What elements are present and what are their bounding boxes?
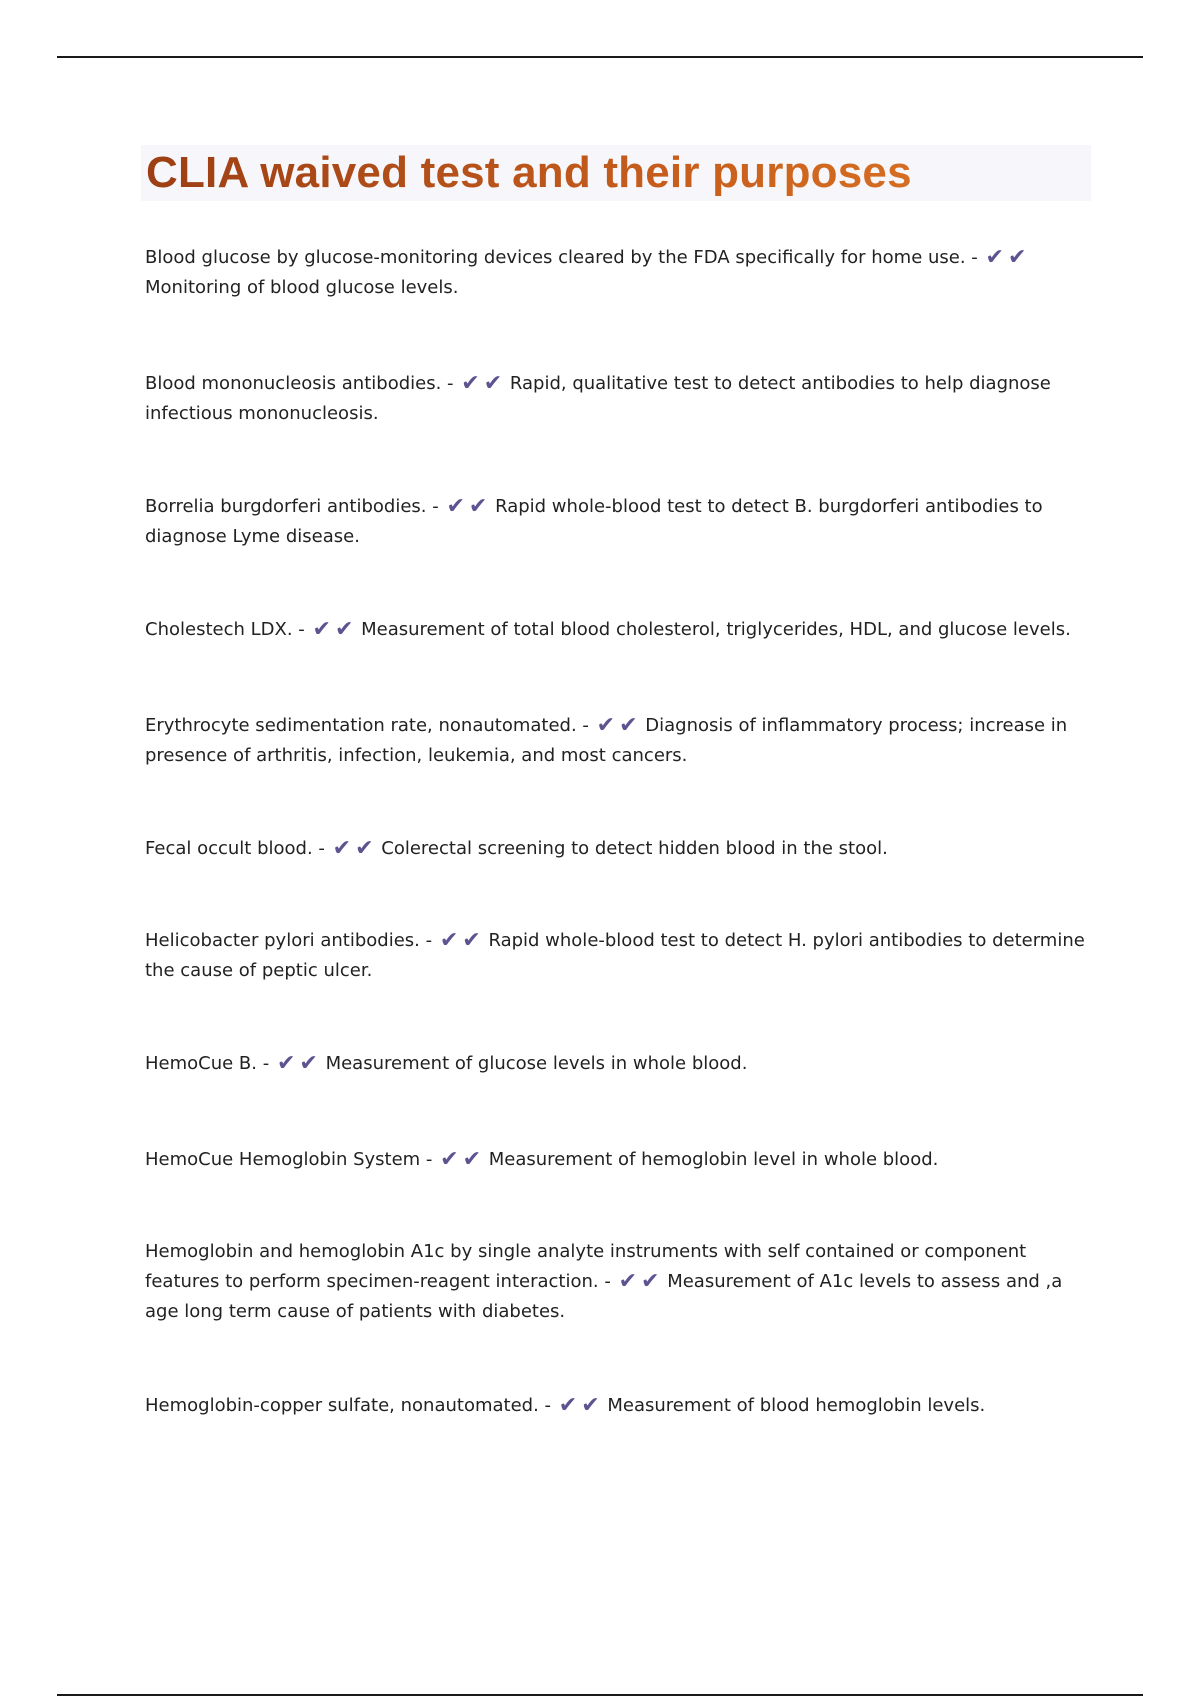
definition-text: Measurement of total blood cholesterol, triglycerides, HDL, and glucose levels. xyxy=(361,619,1071,640)
term-text: Blood mononucleosis antibodies. - xyxy=(145,373,454,394)
flashcard-entry xyxy=(145,492,1090,552)
page-title: CLIA waived test and their purposes xyxy=(146,145,1091,201)
check-icon: ✔ xyxy=(462,928,481,953)
definition-text: Measurement of blood hemoglobin levels. xyxy=(607,1395,986,1416)
term-text: Helicobacter pylori antibodies. - xyxy=(145,930,433,951)
check-icon: ✔ xyxy=(276,1051,296,1076)
flashcard-entry xyxy=(145,243,1090,303)
term-text: Borrelia burgdorferi antibodies. - xyxy=(145,496,439,517)
flashcard-entry xyxy=(145,926,1090,986)
definition-text: Colerectal screening to detect hidden blood in the stool. xyxy=(381,838,888,859)
check-icon: ✔ xyxy=(483,371,503,396)
check-icon: ✔ xyxy=(446,494,465,519)
definition-text: Rapid whole-blood test to detect B. burgdorferi antibodies to diagnose Lyme disease. xyxy=(145,496,1043,547)
check-icon: ✔ xyxy=(334,617,354,642)
flashcard-entry xyxy=(145,1391,1090,1421)
check-icon: ✔ xyxy=(461,371,480,396)
term-text: HemoCue B. - xyxy=(145,1053,270,1074)
definition-text: Monitoring of blood glucose levels. xyxy=(145,277,459,298)
term-text: Fecal occult blood. - xyxy=(145,838,325,859)
check-icon: ✔ xyxy=(558,1393,578,1418)
check-icon: ✔ xyxy=(312,617,331,642)
check-icon: ✔ xyxy=(355,836,374,861)
term-text: Blood glucose by glucose-monitoring devices cleared by the FDA specifically for home use. - xyxy=(145,247,978,268)
definition-text: Measurement of glucose levels in whole blood. xyxy=(325,1053,748,1074)
definition-text: Measurement of A1c levels to assess and ,a age long term cause of patients with diabetes. xyxy=(145,1271,1063,1322)
flashcard-entry xyxy=(145,1145,1090,1175)
flashcard-entry xyxy=(145,1237,1090,1327)
check-icon: ✔ xyxy=(439,928,459,953)
definition-text: Measurement of hemoglobin level in whole blood. xyxy=(488,1149,939,1170)
flashcard-entry xyxy=(145,1049,1090,1079)
term-text: Erythrocyte sedimentation rate, nonautomated. - xyxy=(145,715,589,736)
flashcard-entry xyxy=(145,711,1090,771)
flashcard-entry xyxy=(145,369,1090,429)
flashcard-entry xyxy=(145,834,1090,864)
check-icon: ✔ xyxy=(462,1147,482,1172)
term-text: Cholestech LDX. - xyxy=(145,619,305,640)
flashcard-entry xyxy=(145,615,1090,645)
check-icon: ✔ xyxy=(299,1051,318,1076)
term-text: Hemoglobin-copper sulfate, nonautomated. - xyxy=(145,1395,552,1416)
check-icon: ✔ xyxy=(641,1269,660,1294)
check-icon: ✔ xyxy=(440,1147,459,1172)
footer-rule xyxy=(57,1694,1143,1696)
check-icon: ✔ xyxy=(332,836,352,861)
check-icon: ✔ xyxy=(581,1393,600,1418)
header-rule xyxy=(57,56,1143,58)
check-icon: ✔ xyxy=(618,1269,638,1294)
check-icon: ✔ xyxy=(468,494,488,519)
definition-text: Rapid, qualitative test to detect antibodies to help diagnose infectious mononucleosis. xyxy=(145,373,1051,424)
term-text: Hemoglobin and hemoglobin A1c by single analyte instruments with self contained or component features to perform specimen-reagent interaction. - xyxy=(145,1241,1027,1292)
definition-text: Diagnosis of inflammatory process; increase in presence of arthritis, infection, leukemia, and most cancers. xyxy=(145,715,1068,766)
term-text: HemoCue Hemoglobin System - xyxy=(145,1149,433,1170)
check-icon: ✔ xyxy=(619,713,638,738)
check-icon: ✔ xyxy=(985,245,1004,270)
check-icon: ✔ xyxy=(1007,245,1027,270)
title-banner xyxy=(141,145,1091,201)
definition-text: Rapid whole-blood test to detect H. pylori antibodies to determine the cause of peptic ulcer. xyxy=(145,930,1085,981)
check-icon: ✔ xyxy=(596,713,616,738)
